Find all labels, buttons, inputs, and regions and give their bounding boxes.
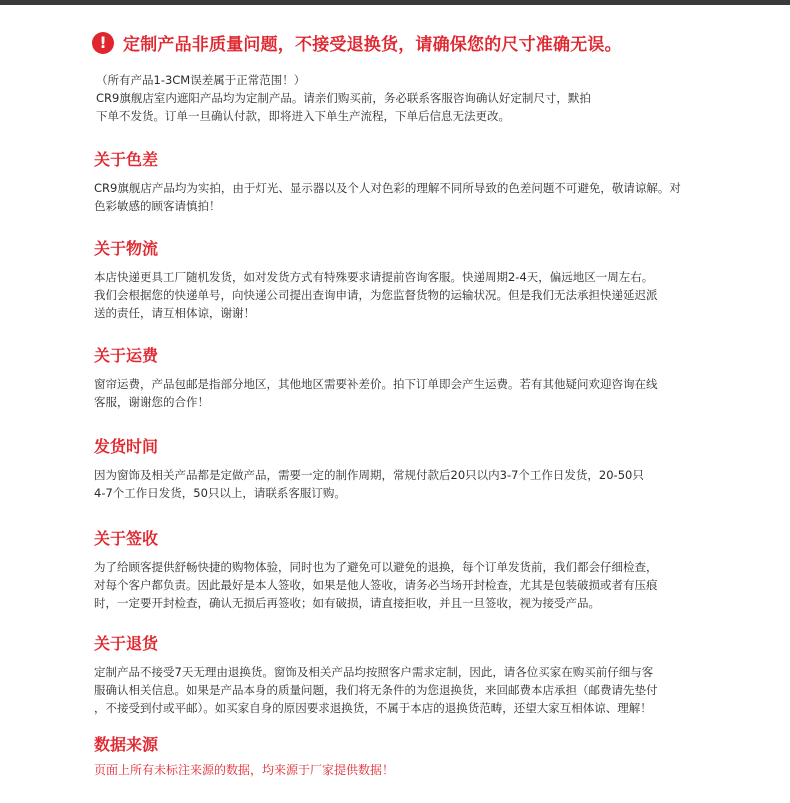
section-returns — [94, 633, 704, 717]
section-line: 客服，谢谢您的合作！ — [94, 395, 209, 409]
section-line: 送的责任，请互相体谅，谢谢！ — [94, 306, 255, 320]
section-line: 色彩敏感的顾客请慎拍！ — [94, 199, 221, 213]
section-line: 本店快递更具工厂随机发货，如对发货方式有特殊要求请提前咨询客服。快递周期2-4天，偏远地区一周左右。 — [94, 270, 654, 284]
top-divider — [0, 0, 790, 5]
section-shipping-fee — [94, 345, 704, 411]
data-source-note: 页面上所有未标注来源的数据，均来源于厂家提供数据！ — [94, 763, 395, 777]
section-delivery-time — [94, 436, 704, 502]
notice-banner — [92, 30, 622, 55]
section-color-difference — [94, 149, 704, 215]
data-source-heading: 数据来源 — [94, 735, 159, 754]
section-line: 对每个客户都负责。因此最好是本人签收，如果是他人签收，请务必当场开封检查，尤其是包装破损或者有压痕 — [94, 578, 658, 592]
intro-line: CR9旗舰店室内遮阳产品均为定制产品。请亲们购买前，务必联系客服咨询确认好定制尺寸，默拍 — [96, 91, 591, 105]
section-line: 窗帘运费，产品包邮是指部分地区，其他地区需要补差价。拍下订单即会产生运费。若有其他疑问欢迎咨询在线 — [94, 377, 658, 391]
section-line: 为了给顾客提供舒畅快捷的购物体验，同时也为了避免可以避免的退换，每个订单发货前，我们都会仔细检查， — [94, 560, 658, 574]
alert-icon: ! — [92, 32, 114, 54]
section-body — [94, 179, 704, 215]
section-receipt — [94, 528, 704, 612]
section-line: 4-7个工作日发货，50只以上，请联系客服订购。 — [94, 486, 346, 500]
section-heading: 关于签收 — [94, 529, 159, 548]
section-body — [94, 466, 704, 502]
section-heading: 关于退货 — [94, 634, 159, 653]
section-line: 时，一定要开封检查，确认无损后再签收；如有破损，请直接拒收，并且一旦签收，视为接受产品。 — [94, 596, 600, 610]
section-line: 因为窗饰及相关产品都是定做产品，需要一定的制作周期，常规付款后20只以内3-7个工作日发货，20-50只 — [94, 468, 644, 482]
section-heading: 关于运费 — [94, 346, 159, 365]
section-heading: 发货时间 — [94, 437, 159, 456]
section-line: 定制产品不接受7天无理由退换货。窗饰及相关产品均按照客户需求定制，因此，请各位买家在购买前仔细与客 — [94, 665, 654, 679]
tolerance-note: （所有产品1-3CM误差属于正常范围！） — [96, 73, 306, 87]
section-body — [94, 663, 704, 717]
section-heading: 关于物流 — [94, 239, 159, 258]
section-body — [94, 268, 704, 322]
section-line: ，不接受到付或平邮）。如买家自身的原因要求退换货，不属于本店的退换货范畴，还望大家互相体谅、理解！ — [94, 701, 652, 715]
intro-line: 下单不发货。订单一旦确认付款，即将进入下单生产流程，下单后信息无法更改。 — [96, 109, 510, 123]
section-logistics — [94, 238, 704, 322]
notice-title: 定制产品非质量问题，不接受退换货，请确保您的尺寸准确无误。 — [123, 35, 622, 55]
intro-block — [96, 71, 696, 125]
section-line: CR9旗舰店产品均为实拍，由于灯光、显示器以及个人对色彩的理解不同所导致的色差问题不可避免，敬请谅解。对 — [94, 181, 681, 195]
section-line: 我们会根据您的快递单号，向快递公司提出查询申请，为您监督货物的运输状况。但是我们无法承担快递延迟派 — [94, 288, 658, 302]
section-line: 服确认相关信息。如果是产品本身的质量问题，我们将无条件的为您退换货，来回邮费本店承担（邮费请先垫付 — [94, 683, 658, 697]
section-body — [94, 558, 704, 612]
section-heading: 关于色差 — [94, 150, 159, 169]
section-body — [94, 375, 704, 411]
